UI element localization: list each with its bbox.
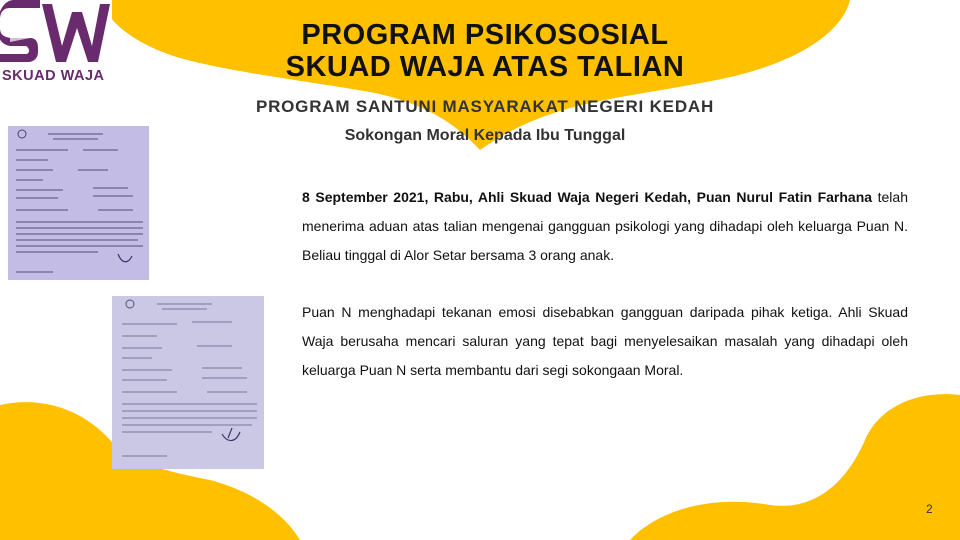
slide-subtitle: Sokongan Moral Kepada Ibu Tunggal: [344, 127, 626, 144]
paragraph-1-lead: 8 September 2021, Rabu, Ahli Skuad Waja Negeri Kedah, Puan Nurul Fatin Farhana: [302, 189, 873, 205]
document-photo-1: [8, 126, 149, 280]
paragraph-2: Puan N menghadapi tekanan emosi disebabkan gangguan daripada pihak ketiga. Ahli Skuad Waja berusaha mencari saluran yang tepat bagi menyelesaikan masalah yang dihadapi oleh keluarga Puan N serta membantu dari segi sokongaan Moral.: [302, 304, 908, 378]
paragraph-1-body: telah menerima aduan atas talian mengenai gangguan psikologi yang dihadapi oleh keluarga Puan N. Beliau tinggal di Alor Setar bersama 3 orang anak.: [302, 189, 908, 263]
program-heading: PROGRAM SANTUNI MASYARAKAT NEGERI KEDAH: [255, 97, 715, 116]
logo-text: SKUAD WAJA: [2, 68, 105, 84]
page-number: 2: [926, 502, 933, 516]
page-title-line2: SKUAD WAJA ATAS TALIAN: [285, 51, 685, 83]
document-photo-2: [112, 296, 264, 469]
paragraph-1: [302, 183, 908, 270]
page-title-line1: PROGRAM PSIKOSOSIAL: [301, 19, 669, 51]
